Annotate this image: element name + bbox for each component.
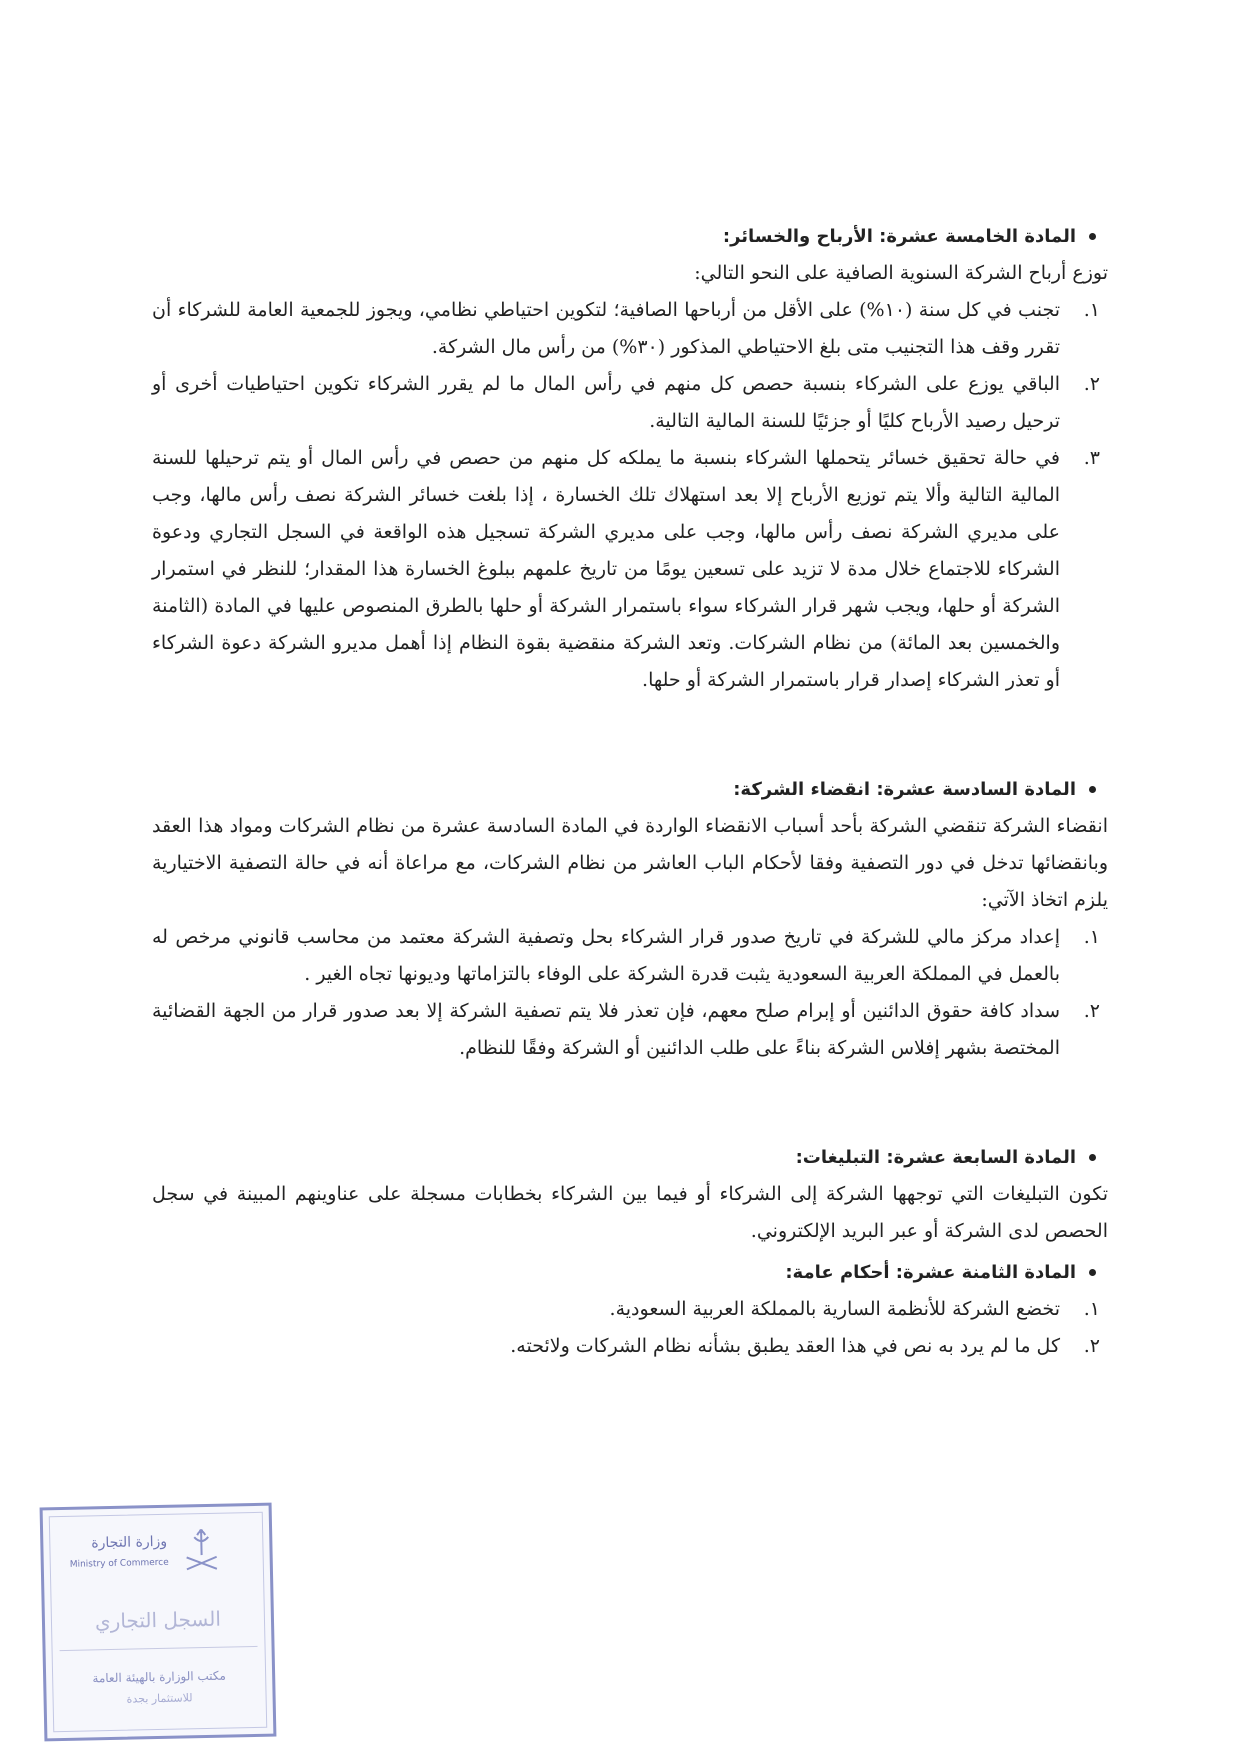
article-15 (152, 218, 1108, 699)
article-16-list (152, 919, 1108, 1067)
stamp-office: مكتب الوزارة بالهيئة العامة (92, 1668, 227, 1686)
item-text: سداد كافة حقوق الدائنين أو إبرام صلح معهم، فإن تعذر فلا يتم تصفية الشركة إلا بعد صدور قرار من الجهة القضائية المختصة بشهر إفلاس الشركة بناءً على طلب الدائنين أو الشركة وفقًا للنظام. (152, 1000, 1060, 1059)
section-spacer (152, 1067, 1108, 1139)
stamp-ministry-english: Ministry of Commerce (69, 1557, 169, 1570)
list-item (152, 292, 1108, 366)
item-number: ٢. (1083, 373, 1100, 395)
list-item (152, 919, 1108, 993)
saudi-emblem-icon (176, 1525, 227, 1576)
commerce-registry-stamp (40, 1503, 277, 1742)
article-18-heading: المادة الثامنة عشرة: أحكام عامة: (152, 1254, 1108, 1291)
list-item (152, 1291, 1108, 1328)
item-text: الباقي يوزع على الشركاء بنسبة حصص كل منهم في رأس المال ما لم يقرر الشركاء تكوين احتياطيات أخرى أو ترحيل رصيد الأرباح كليًا أو جزئيًا للسنة المالية التالية. (152, 373, 1060, 432)
item-number: ١. (1083, 299, 1100, 321)
stamp-office-city: للاستثمار بجدة (126, 1691, 193, 1706)
article-18 (152, 1254, 1108, 1365)
item-text: تجنب في كل سنة (١٠%) على الأقل من أرباحها الصافية؛ لتكوين احتياطي نظامي، ويجوز للجمعية العامة للشركاء أن تقرر وقف هذا التجنيب متى بلغ الاحتياطي المذكور (٣٠%) من رأس مال الشركة. (152, 299, 1060, 358)
item-number: ٢. (1083, 1335, 1100, 1357)
list-item (152, 1328, 1108, 1365)
article-16-intro: انقضاء الشركة تنقضي الشركة بأحد أسباب الانقضاء الواردة في المادة السادسة عشرة من نظام الشركات ومواد هذا العقد وبانقضائها تدخل في دور التصفية وفقا لأحكام الباب العاشر من نظام الشركات، مع مراعاة أنه في حالة التصفية الاختيارية يلزم اتخاذ الآتي: (152, 815, 1108, 911)
article-15-list (152, 292, 1108, 699)
item-number: ١. (1083, 926, 1100, 948)
item-text: تخضع الشركة للأنظمة السارية بالمملكة العربية السعودية. (609, 1298, 1060, 1320)
article-15-intro: توزع أرباح الشركة السنوية الصافية على النحو التالي: (694, 262, 1108, 284)
list-item (152, 993, 1108, 1067)
list-item (152, 440, 1108, 699)
item-number: ٣. (1083, 447, 1100, 469)
item-number: ١. (1083, 1298, 1100, 1320)
article-16-heading: المادة السادسة عشرة: انقضاء الشركة: (152, 771, 1108, 808)
article-17-heading: المادة السابعة عشرة: التبليغات: (152, 1139, 1108, 1176)
article-18-list (152, 1291, 1108, 1365)
item-text: إعداد مركز مالي للشركة في تاريخ صدور قرار الشركاء بحل وتصفية الشركة معتمد من محاسب قانوني مرخص له بالعمل في المملكة العربية السعودية يثبت قدرة الشركة على الوفاء بالتزاماتها وديونها تجاه الغير . (152, 926, 1060, 985)
list-item (152, 366, 1108, 440)
article-17 (152, 1139, 1108, 1250)
stamp-title: السجل التجاري (94, 1606, 222, 1634)
item-text: في حالة تحقيق خسائر يتحملها الشركاء بنسبة ما يملكه كل منهم من حصص في رأس المال أو يتم ترحيلها للسنة المالية التالية وألا يتم توزيع الأرباح إلا بعد استهلاك تلك الخسارة ، إذا بلغت خسائر الشركة نصف رأس مالها، وجب على مديري الشركة نصف رأس مالها، وجب على مديري الشركة تسجيل هذه الواقعة في السجل التجاري ودعوة الشركاء للاجتماع خلال مدة لا تزيد على تسعين يومًا من تاريخ علمهم ببلوغ الخسارة هذا المقدار؛ للنظر في استمرار الشركة أو حلها، ويجب شهر قرار الشركاء سواء باستمرار الشركة أو حلها بالطرق المنصوص عليها في المادة (الثامنة والخمسين بعد المائة) من نظام الشركات. وتعد الشركة منقضية بقوة النظام إذا أهمل مديرو الشركة دعوة الشركاء أو تعذر الشركاء إصدار قرار باستمرار الشركة أو حلها. (152, 447, 1060, 691)
document-body (152, 218, 1108, 1365)
item-number: ٢. (1083, 1000, 1100, 1022)
article-15-heading: المادة الخامسة عشرة: الأرباح والخسائر: (152, 218, 1108, 255)
section-spacer (152, 699, 1108, 771)
stamp-ministry-arabic: وزارة التجارة (91, 1533, 168, 1552)
item-text: كل ما لم يرد به نص في هذا العقد يطبق بشأنه نظام الشركات ولائحته. (510, 1335, 1060, 1357)
article-17-intro: تكون التبليغات التي توجهها الشركة إلى الشركاء أو فيما بين الشركاء بخطابات مسجلة على عناوينهم المبينة في سجل الحصص لدى الشركة أو عبر البريد الإلكتروني. (152, 1183, 1108, 1242)
article-16 (152, 771, 1108, 1067)
